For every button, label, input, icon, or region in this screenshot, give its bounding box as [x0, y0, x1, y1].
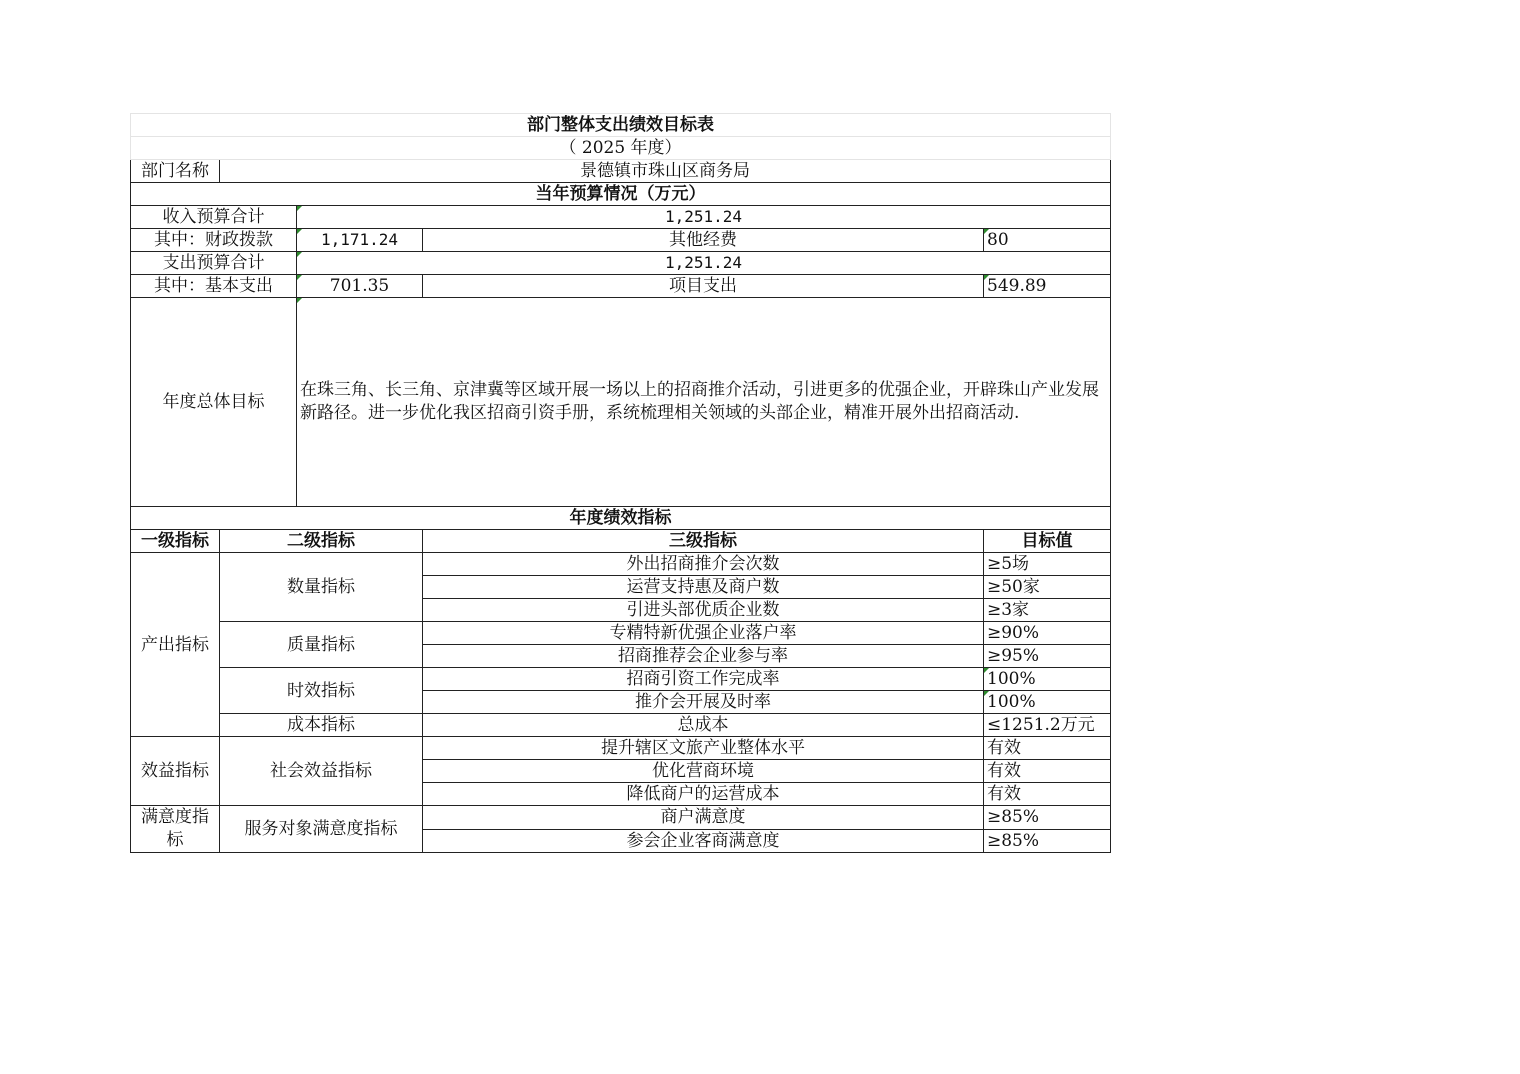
indicator-target[interactable]: ≥50家 — [984, 576, 1111, 599]
project-expense-label: 项目支出 — [423, 275, 984, 298]
indicator-name[interactable]: 提升辖区文旅产业整体水平 — [423, 737, 984, 760]
indicator-target[interactable]: ≥5场 — [984, 553, 1111, 576]
basic-expense-value[interactable]: 701.35 — [297, 275, 423, 298]
level1-output: 产出指标 — [131, 553, 220, 737]
level2-quality: 质量指标 — [220, 622, 423, 668]
table-row — [131, 668, 1111, 691]
budget-section-title: 当年预算情况（万元） — [131, 183, 1111, 206]
indicator-target[interactable]: ≥85% — [984, 806, 1111, 830]
table-row — [131, 714, 1111, 737]
indicator-target[interactable]: ≥90% — [984, 622, 1111, 645]
indicator-name[interactable]: 商户满意度 — [423, 806, 984, 830]
indicator-target[interactable]: ≥95% — [984, 645, 1111, 668]
header-level1: 一级指标 — [131, 530, 220, 553]
indicator-name[interactable]: 运营支持惠及商户数 — [423, 576, 984, 599]
other-funds-value[interactable]: 80 — [984, 229, 1111, 252]
indicator-target[interactable]: 有效 — [984, 737, 1111, 760]
fiscal-allocation-value[interactable]: 1,171.24 — [297, 229, 423, 252]
level2-cost: 成本指标 — [220, 714, 423, 737]
income-total-value[interactable]: 1,251.24 — [297, 206, 1111, 229]
indicator-target[interactable]: 100% — [984, 691, 1111, 714]
indicator-target[interactable]: ≤1251.2万元 — [984, 714, 1111, 737]
annual-goal-label: 年度总体目标 — [131, 298, 297, 507]
indicator-name[interactable]: 招商引资工作完成率 — [423, 668, 984, 691]
table-title: 部门整体支出绩效目标表 — [131, 114, 1111, 137]
indicator-target[interactable]: ≥85% — [984, 829, 1111, 853]
level2-timeliness: 时效指标 — [220, 668, 423, 714]
indicator-name[interactable]: 外出招商推介会次数 — [423, 553, 984, 576]
annual-goal-text[interactable]: 在珠三角、长三角、京津冀等区域开展一场以上的招商推介活动，引进更多的优强企业，开辟珠山产业发展新路径。进一步优化我区招商引资手册，系统梳理相关领域的头部企业，精准开展外出招商活动. — [297, 298, 1111, 507]
indicator-name[interactable]: 总成本 — [423, 714, 984, 737]
level2-quantity: 数量指标 — [220, 553, 423, 622]
indicator-name[interactable]: 专精特新优强企业落户率 — [423, 622, 984, 645]
level2-service-satisfaction: 服务对象满意度指标 — [220, 806, 423, 853]
header-level2: 二级指标 — [220, 530, 423, 553]
dept-name-label: 部门名称 — [131, 160, 220, 183]
year-line: （ 2025 年度） — [131, 137, 1111, 160]
table-row — [131, 553, 1111, 576]
level2-social-benefit: 社会效益指标 — [220, 737, 423, 806]
indicator-name[interactable]: 参会企业客商满意度 — [423, 829, 984, 853]
expense-total-label: 支出预算合计 — [131, 252, 297, 275]
indicator-name[interactable]: 优化营商环境 — [423, 760, 984, 783]
table-row — [131, 806, 1111, 830]
header-target: 目标值 — [984, 530, 1111, 553]
indicator-section-title: 年度绩效指标 — [131, 507, 1111, 530]
indicator-target[interactable]: 100% — [984, 668, 1111, 691]
indicator-target[interactable]: 有效 — [984, 783, 1111, 806]
indicator-target[interactable]: ≥3家 — [984, 599, 1111, 622]
performance-table — [130, 113, 1111, 853]
performance-target-sheet — [130, 113, 1110, 853]
table-row — [131, 737, 1111, 760]
indicator-name[interactable]: 降低商户的运营成本 — [423, 783, 984, 806]
indicator-name[interactable]: 推介会开展及时率 — [423, 691, 984, 714]
header-level3: 三级指标 — [423, 530, 984, 553]
table-row — [131, 622, 1111, 645]
other-funds-label: 其他经费 — [423, 229, 984, 252]
indicator-target[interactable]: 有效 — [984, 760, 1111, 783]
fiscal-allocation-label: 其中：财政拨款 — [131, 229, 297, 252]
income-total-label: 收入预算合计 — [131, 206, 297, 229]
indicator-name[interactable]: 招商推荐会企业参与率 — [423, 645, 984, 668]
level1-benefit: 效益指标 — [131, 737, 220, 806]
indicator-name[interactable]: 引进头部优质企业数 — [423, 599, 984, 622]
dept-name-value[interactable]: 景德镇市珠山区商务局 — [220, 160, 1111, 183]
basic-expense-label: 其中：基本支出 — [131, 275, 297, 298]
level1-satisfaction: 满意度指标 — [131, 806, 220, 853]
expense-total-value[interactable]: 1,251.24 — [297, 252, 1111, 275]
project-expense-value[interactable]: 549.89 — [984, 275, 1111, 298]
